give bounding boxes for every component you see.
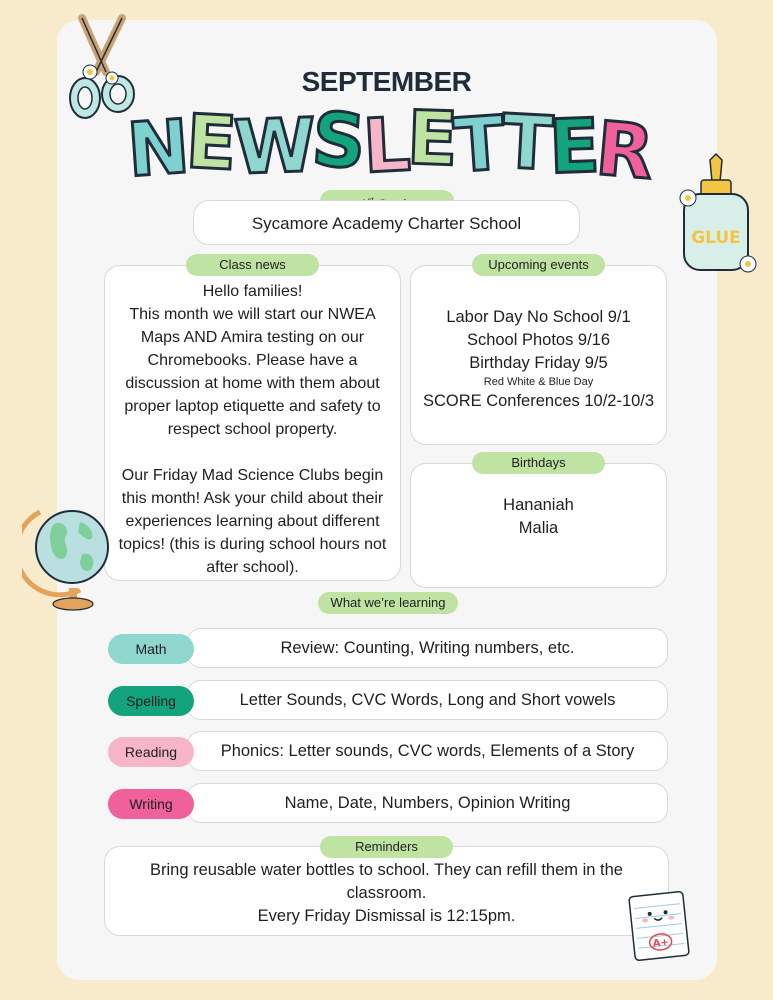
class-news-label: Class news (186, 254, 319, 276)
subject-tag-writing: Writing (108, 789, 194, 819)
birthday-name: Malia (518, 519, 559, 537)
class-news-paragraph-1: This month we will start our NWEA Maps AND Amira testing on our Chromebooks. Please have a discussion at home with them about proper laptop etiquette and safety to respect school property. (124, 306, 381, 438)
graded-paper-icon (624, 886, 694, 966)
title-letter: T (451, 100, 505, 190)
birthdays-label: Birthdays (472, 452, 605, 474)
school-name: Sycamore Academy Charter School (251, 214, 522, 233)
subject-tag-math: Math (108, 634, 194, 664)
reminders-label: Reminders (320, 836, 453, 858)
upcoming-events-label: Upcoming events (472, 254, 605, 276)
learning-label: What we’re learning (318, 592, 458, 614)
newsletter-title (104, 95, 674, 197)
reminders-box (104, 846, 669, 936)
reminder-line: Bring reusable water bottles to school. They can refill them in the classroom. (150, 861, 623, 902)
title-letter: E (405, 95, 456, 183)
event-item: SCORE Conferences 10/2-10/3 (422, 392, 655, 410)
globe-icon (22, 492, 117, 617)
title-letter: W (232, 102, 314, 192)
birthdays-box (410, 463, 667, 588)
school-name-box (193, 200, 580, 245)
month-heading: SEPTEMBER (301, 66, 472, 97)
class-news-greeting: Hello families! (202, 283, 303, 300)
learning-row-content: Phonics: Letter sounds, CVC words, Elements of a Story (187, 731, 668, 771)
class-news-paragraph-2: Our Friday Mad Science Clubs begin this month! Ask your child about their experiences learning about different topics! (this is during school hours not after school). (118, 467, 387, 576)
event-item: School Photos 9/16 (466, 331, 611, 349)
title-letter: N (124, 104, 190, 194)
title-letter: T (499, 98, 552, 188)
event-item: Birthday Friday 9/5 (469, 354, 608, 372)
title-letter: R (592, 105, 654, 197)
learning-row-content: Name, Date, Numbers, Opinion Writing (187, 783, 668, 823)
title-letter: E (547, 103, 599, 191)
upcoming-events-box (410, 265, 667, 445)
class-news-box (104, 265, 401, 581)
birthday-name: Hananiah (503, 496, 574, 514)
event-item: Labor Day No School 9/1 (446, 308, 631, 326)
title-letter: L (360, 101, 410, 191)
learning-row-content: Letter Sounds, CVC Words, Long and Short vowels (187, 680, 668, 720)
glue-bottle-icon (670, 152, 765, 277)
subject-tag-reading: Reading (108, 737, 194, 767)
svg-text:GLUE: GLUE (691, 228, 741, 248)
learning-row-content: Review: Counting, Writing numbers, etc. (187, 628, 668, 668)
title-letter: E (183, 98, 236, 188)
reminder-line: Every Friday Dismissal is 12:15pm. (257, 907, 516, 925)
svg-text:A+: A+ (652, 937, 670, 950)
title-letter: S (309, 96, 366, 186)
event-item-note: Red White & Blue Day (483, 376, 594, 388)
subject-tag-spelling: Spelling (108, 686, 194, 716)
